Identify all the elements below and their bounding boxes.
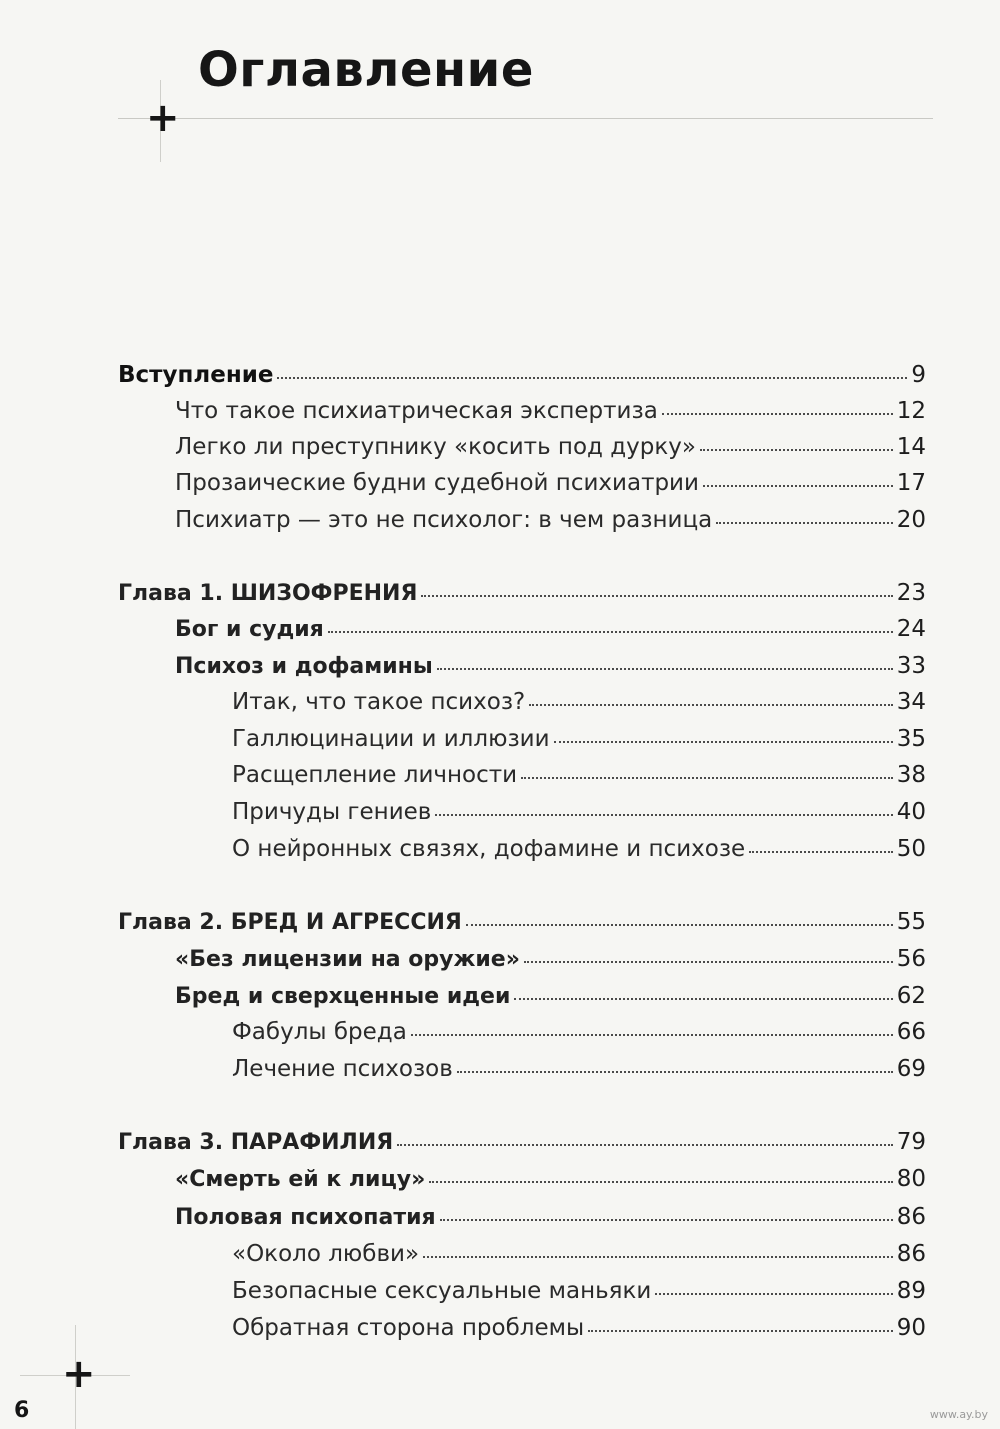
dot-leader <box>655 1293 892 1295</box>
toc-entry-label: Фабулы бреда <box>232 1019 407 1045</box>
toc-entry-label: Легко ли преступнику «косить под дурку» <box>175 434 696 460</box>
toc-entry-page: 56 <box>896 946 926 972</box>
toc-entry <box>175 430 926 464</box>
toc-entry-page: 86 <box>896 1204 926 1230</box>
toc-entry-page: 66 <box>896 1019 926 1045</box>
page-title: Оглавление <box>198 42 534 98</box>
dot-leader <box>588 1330 893 1332</box>
toc-entry-page: 12 <box>896 398 926 424</box>
toc-entry-page: 33 <box>896 653 926 679</box>
toc-entry-label: Бог и судия <box>175 617 324 642</box>
dot-leader <box>397 1144 893 1146</box>
toc-entry-label: «Без лицензии на оружие» <box>175 947 520 972</box>
toc-entry-label: Обратная сторона проблемы <box>232 1315 585 1341</box>
dot-leader <box>440 1219 893 1221</box>
toc-entry-label: «Смерть ей к лицу» <box>175 1167 426 1192</box>
toc-entry-page: 50 <box>896 836 926 862</box>
toc-entry-label: Лечение психозов <box>232 1056 453 1082</box>
toc-entry-page: 69 <box>896 1056 926 1082</box>
toc-entry <box>175 649 926 683</box>
dot-leader <box>328 631 893 633</box>
toc-entry <box>175 1162 926 1196</box>
toc-entry-page: 89 <box>896 1278 926 1304</box>
toc-entry-label: Бред и сверхценные идеи <box>175 984 511 1009</box>
toc-entry <box>175 979 926 1013</box>
top-rule <box>118 118 933 119</box>
dot-leader <box>700 449 893 451</box>
toc-entry <box>175 503 926 537</box>
toc-entry <box>232 832 926 866</box>
toc-entry <box>118 358 926 392</box>
toc-entry <box>175 1200 926 1234</box>
toc-entry <box>232 1052 926 1086</box>
dot-leader <box>524 961 893 963</box>
watermark: www.ay.by <box>929 1408 988 1421</box>
toc-entry-page: 23 <box>896 580 926 606</box>
toc-entry <box>232 685 926 719</box>
toc-entry-label: Прозаические будни судебной психиатрии <box>175 470 699 496</box>
dot-leader <box>429 1181 892 1183</box>
toc-entry-page: 20 <box>896 507 926 533</box>
dot-leader <box>521 777 893 779</box>
toc-entry-label: Глава 1. ШИЗОФРЕНИЯ <box>118 581 418 606</box>
dot-leader <box>277 377 907 379</box>
toc-entry-label: «Около любви» <box>232 1241 420 1267</box>
toc-entry-label: Причуды гениев <box>232 799 432 825</box>
toc-entry-page: 79 <box>896 1129 926 1155</box>
toc-entry-page: 24 <box>896 616 926 642</box>
toc-entry-label: Глава 2. БРЕД И АГРЕССИЯ <box>118 910 462 935</box>
toc-chapter-entry <box>118 905 926 939</box>
toc-entry-page: 14 <box>896 434 926 460</box>
plus-mark-icon: + <box>62 1351 96 1397</box>
toc-entry-label: Галлюцинации и иллюзии <box>232 726 550 752</box>
dot-leader <box>437 668 893 670</box>
toc-entry-page: 80 <box>896 1166 926 1192</box>
dot-leader <box>411 1034 893 1036</box>
toc-entry-page: 40 <box>896 799 926 825</box>
toc-entry-label: Расщепление личности <box>232 762 518 788</box>
dot-leader <box>749 851 893 853</box>
toc-entry-label: Что такое психиатрическая экспертиза <box>175 398 658 424</box>
toc-entry <box>175 466 926 500</box>
toc-entry <box>232 1311 926 1345</box>
dot-leader <box>423 1256 893 1258</box>
toc-entry-page: 35 <box>896 726 926 752</box>
toc-entry-page: 62 <box>896 983 926 1009</box>
dot-leader <box>703 485 893 487</box>
plus-mark-icon: + <box>146 95 180 141</box>
toc-entry <box>232 795 926 829</box>
toc-entry-label: Глава 3. ПАРАФИЛИЯ <box>118 1130 394 1155</box>
toc-entry <box>232 1015 926 1049</box>
toc-entry-label: Психоз и дофамины <box>175 654 433 679</box>
toc-entry <box>232 1237 926 1271</box>
dot-leader <box>554 741 893 743</box>
toc-entry <box>175 612 926 646</box>
toc-entry-page: 34 <box>896 689 926 715</box>
toc-chapter-entry <box>118 1125 926 1159</box>
dot-leader <box>457 1071 893 1073</box>
toc-entry <box>232 1274 926 1308</box>
toc-entry-label: Половая психопатия <box>175 1205 436 1230</box>
toc-entry-page: 86 <box>896 1241 926 1267</box>
toc-entry-label: Итак, что такое психоз? <box>232 689 526 715</box>
dot-leader <box>514 998 892 1000</box>
dot-leader <box>435 814 892 816</box>
toc-entry-page: 90 <box>896 1315 926 1341</box>
dot-leader <box>421 595 892 597</box>
dot-leader <box>662 413 893 415</box>
toc-entry-page: 55 <box>896 909 926 935</box>
toc-entry <box>175 942 926 976</box>
toc-entry <box>232 722 926 756</box>
toc-entry-page: 17 <box>896 470 926 496</box>
toc-entry-label: О нейронных связях, дофамине и психозе <box>232 836 746 862</box>
toc-entry-label: Безопасные сексуальные маньяки <box>232 1278 652 1304</box>
toc-entry-page: 9 <box>911 362 926 388</box>
toc-entry-label: Вступление <box>118 362 274 388</box>
toc-entry-page: 38 <box>896 762 926 788</box>
dot-leader <box>529 704 892 706</box>
toc-entry-label: Психиатр — это не психолог: в чем разница <box>175 507 713 533</box>
toc-entry <box>175 394 926 428</box>
dot-leader <box>466 924 893 926</box>
toc-chapter-entry <box>118 576 926 610</box>
dot-leader <box>716 522 892 524</box>
page-number: 6 <box>14 1398 30 1423</box>
toc-entry <box>232 758 926 792</box>
